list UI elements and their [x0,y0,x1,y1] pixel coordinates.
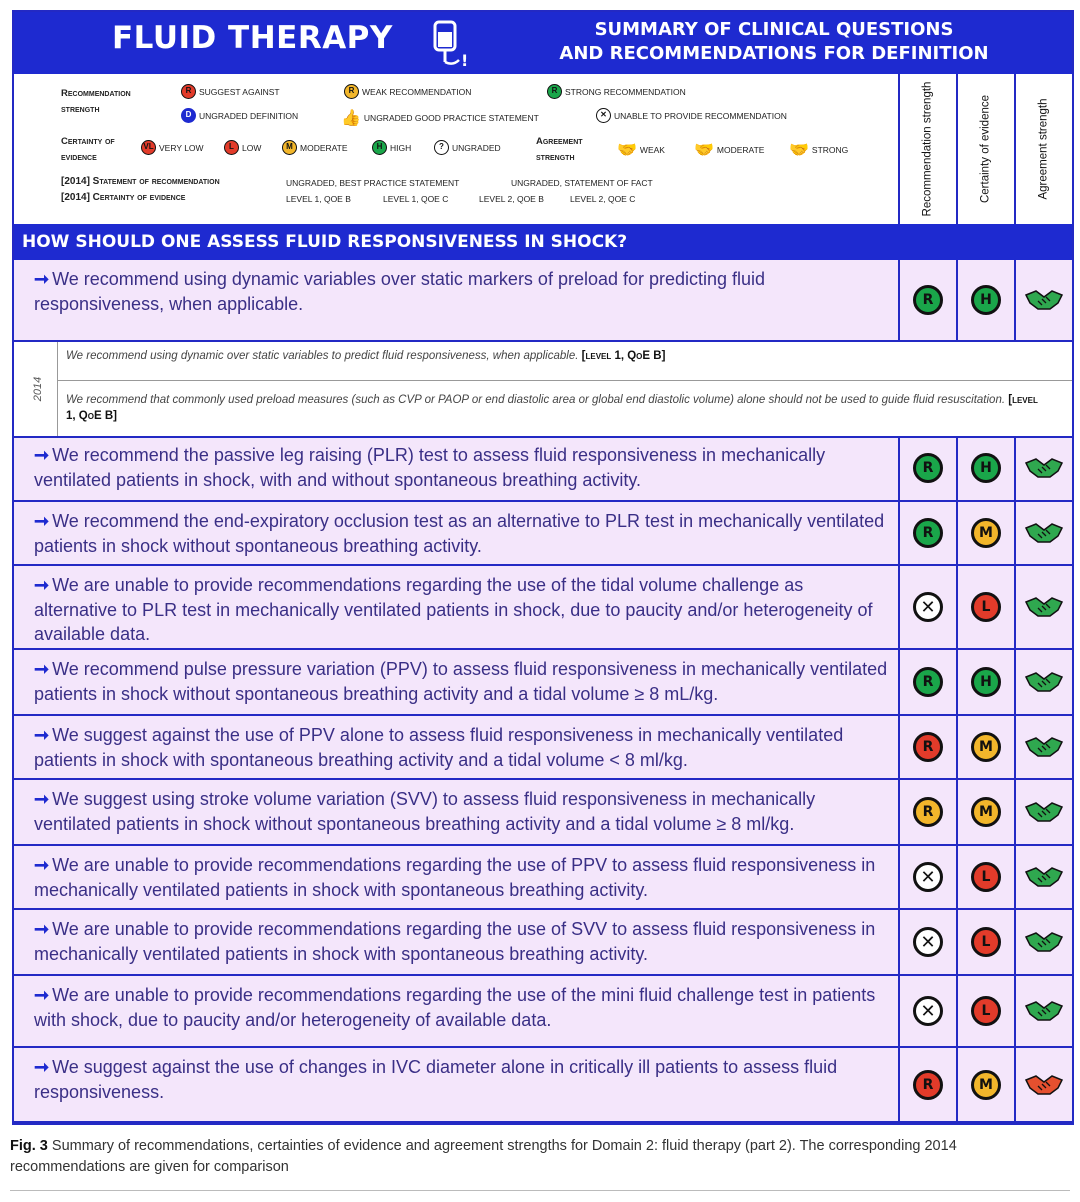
handshake-icon [1024,929,1064,955]
ungraded-icon: ? [434,140,449,155]
divider [57,342,58,436]
legend-low [224,140,261,155]
certainty-badge: M [971,797,1001,827]
legend-level-1c: LEVEL 1, QOE C [383,194,449,204]
recommendation-statement: We recommend pulse pressure variation (PPV) to assess fluid responsiveness in mechanically ventilated patients in shock without spontaneous breathing activity and a tidal volume ≥ 8 mL/kg. [34,659,888,704]
handshake-icon [1024,734,1064,760]
legend-text: LOW [242,142,262,153]
recommendation-text [14,502,898,564]
certainty-badge: H [971,667,1001,697]
legend-rec-strength-label: Recommendation strength [61,88,131,115]
handshake-weak-icon: 🤝 [617,142,637,159]
recommendation-text [14,566,898,648]
legend-level-1b: LEVEL 1, QOE B [286,194,351,204]
old-statement-level: [level 1, QoE B] [66,394,1038,422]
handshake-icon [1024,669,1064,695]
recommendation-text [14,650,898,714]
legend-level-2b: LEVEL 2, QOE B [479,194,544,204]
handshake-icon [1024,455,1064,481]
legend-ag-moderate [694,140,764,160]
old-statement-2 [66,392,1046,424]
legend-text: HIGH [390,142,412,153]
recommendation-statement: We are unable to provide recommendations regarding the use of the mini fluid challenge test in patients with shock, due to paucity and/or heterogeneity of available data. [34,985,876,1030]
arrow-icon: ➞ [34,789,50,809]
certainty-cell [956,780,1014,844]
recommendation-text [14,260,898,340]
agreement-cell [1014,260,1072,340]
certainty-badge: L [971,862,1001,892]
legend-text: WEAK [639,145,665,155]
certainty-badge: L [971,927,1001,957]
agreement-cell [1014,502,1072,564]
recommendation-badge: R [913,285,943,315]
certainty-badge: M [971,732,1001,762]
unable-icon: ✕ [913,592,943,622]
legend-text: SUGGEST AGAINST [199,86,280,97]
agreement-cell [1014,976,1072,1046]
certainty-cell [956,566,1014,648]
year-text: 2014 [32,376,44,402]
certainty-cell [956,976,1014,1046]
certainty-badge: M [971,1070,1001,1100]
old-statement-1 [66,350,1056,362]
handshake-moderate-icon: 🤝 [694,142,714,159]
table-row [14,566,1072,650]
certainty-badge: H [971,453,1001,483]
agreement-cell [1014,566,1072,648]
certainty-cell [956,716,1014,778]
arrow-icon: ➞ [34,511,50,531]
legend-agreement-label: Agreement strength [536,136,583,163]
column-header-agreement [1014,74,1072,224]
table-row [14,436,1072,502]
agreement-cell [1014,846,1072,908]
divider [57,380,1072,381]
legend-text: UNABLE TO PROVIDE RECOMMENDATION [614,110,787,121]
figure-caption [10,1136,1060,1178]
table-row [14,976,1072,1048]
certainty-badge: L [971,592,1001,622]
certainty-cell [956,846,1014,908]
low-icon: L [224,140,239,155]
legend-ag-weak [617,140,665,160]
recommendation-text [14,1048,898,1121]
suggest-against-icon: R [181,84,196,99]
legend-level-2c: LEVEL 2, QOE C [570,194,636,204]
divider [10,1190,1070,1191]
table-row [14,780,1072,846]
recommendation-badge: R [913,667,943,697]
year-label [28,362,48,416]
legend-text: MODERATE [300,142,348,153]
figure-subtitle [534,18,1014,66]
recommendation-strength-cell [898,260,956,340]
weak-rec-icon: R [344,84,359,99]
certainty-cell [956,650,1014,714]
recommendation-text [14,436,898,500]
legend-2014-statement: [2014] Statement of recommendation [61,176,220,187]
handshake-icon [1024,287,1064,313]
table-row [14,1048,1072,1123]
column-header-text: Certainty of evidence [979,94,992,204]
handshake-icon [1024,864,1064,890]
recommendation-statement: We are unable to provide recommendations regarding the use of SVV to assess fluid responsiveness in mechanically ventilated patients in shock with spontaneous breathing activity. [34,919,876,964]
legend-high [372,140,411,155]
legend [14,74,898,226]
column-header-certainty [956,74,1014,224]
agreement-cell [1014,780,1072,844]
arrow-icon: ➞ [34,1057,50,1077]
recommendation-strength-cell [898,1048,956,1121]
table-row [14,650,1072,716]
unable-icon: ✕ [596,108,611,123]
recommendation-badge: R [913,453,943,483]
agreement-cell [1014,650,1072,714]
moderate-icon: M [282,140,297,155]
agreement-cell [1014,1048,1072,1121]
agreement-cell [1014,436,1072,500]
arrow-icon: ➞ [34,985,50,1005]
recommendation-statement: We suggest against the use of changes in IVC diameter alone in critically ill patients to assess fluid responsiveness. [34,1057,838,1102]
recommendation-badge: R [913,518,943,548]
legend-text: UNGRADED [452,142,501,153]
handshake-icon [1024,998,1064,1024]
legend-strong-rec [547,84,686,99]
legend-ungraded [434,140,501,155]
recommendation-statement: We suggest using stroke volume variation (SVV) to assess fluid responsiveness in mechanically ventilated patients in shock without spontaneous breathing activity and a tidal volume ≥ 8 ml/kg. [34,789,816,834]
recommendation-strength-cell [898,502,956,564]
certainty-cell [956,910,1014,974]
unable-icon: ✕ [913,996,943,1026]
legend-certainty-label: Certainty of evidence [61,136,115,163]
recommendation-text [14,976,898,1046]
unable-icon: ✕ [913,927,943,957]
recommendation-text [14,716,898,778]
handshake-icon [1024,520,1064,546]
caption-label: Fig. 3 [10,1138,48,1154]
recommendation-text [14,910,898,974]
recommendation-statement: We suggest against the use of PPV alone to assess fluid responsiveness in mechanically ventilated patients in shock with spontaneous breathing activity and a tidal volume < 8 ml/kg. [34,725,844,770]
unable-icon: ✕ [913,862,943,892]
certainty-cell [956,502,1014,564]
strong-rec-icon: R [547,84,562,99]
arrow-icon: ➞ [34,855,50,875]
table-row [14,846,1072,910]
column-header-text: Agreement strength [1037,98,1050,200]
recommendation-badge: R [913,797,943,827]
recommendation-strength-cell [898,650,956,714]
legend-text: WEAK RECOMMENDATION [362,86,472,97]
legend-unable [596,108,787,123]
arrow-icon: ➞ [34,659,50,679]
handshake-icon [1024,594,1064,620]
figure-title: FLUID THERAPY [112,20,393,56]
svg-text:!: ! [461,51,469,68]
legend-2014-certainty: [2014] Certainty of evidence [61,192,186,203]
certainty-cell [956,260,1014,340]
arrow-icon: ➞ [34,919,50,939]
recommendation-strength-cell [898,910,956,974]
ungraded-def-icon: D [181,108,196,123]
recommendation-strength-cell [898,716,956,778]
handshake-strong-icon: 🤝 [789,142,809,159]
section-heading: HOW SHOULD ONE ASSESS FLUID RESPONSIVENESS IN SHOCK? [14,224,1072,260]
legend-text: STRONG RECOMMENDATION [565,86,686,97]
recommendation-badge: R [913,732,943,762]
legend-text: VERY LOW [159,142,204,153]
column-header-text: Recommendation strength [921,81,934,217]
certainty-cell [956,1048,1014,1121]
figure-frame [12,10,1074,1125]
recommendation-strength-cell [898,566,956,648]
recommendation-statement: We recommend the end-expiratory occlusion test as an alternative to PLR test in mechanically ventilated patients in shock without spontaneous breathing activity. [34,511,885,556]
arrow-icon: ➞ [34,575,50,595]
recommendation-strength-cell [898,846,956,908]
handshake-icon [1024,799,1064,825]
legend-ungraded-bps: UNGRADED, BEST PRACTICE STATEMENT [286,178,460,188]
arrow-icon: ➞ [34,725,50,745]
legend-moderate [282,140,348,155]
certainty-badge: L [971,996,1001,1026]
table-row [14,502,1072,566]
header-banner [14,12,1072,74]
certainty-badge: H [971,285,1001,315]
old-statement-text: We recommend using dynamic over static variables to predict fluid responsiveness, when applicable. [66,350,579,362]
handshake-icon [1024,1072,1064,1098]
certainty-cell [956,436,1014,500]
thumbs-up-icon: 👍 [341,110,361,127]
very-low-icon: VL [141,140,156,155]
legend-ungraded-def [181,108,298,123]
legend-weak-rec [344,84,471,99]
old-statement-text: We recommend that commonly used preload measures (such as CVP or PAOP or end diastolic area or global end diastolic volume) alone should not be used to guide fluid resuscitation. [66,394,1006,406]
table-row [14,260,1072,342]
legend-ungraded-gps [341,108,539,128]
certainty-badge: M [971,518,1001,548]
recommendation-badge: R [913,1070,943,1100]
recommendation-statement: We are unable to provide recommendations regarding the use of PPV to assess fluid responsiveness in mechanically ventilated patients in shock with spontaneous breathing activity. [34,855,876,900]
column-header-recommendation [898,74,956,224]
table-row [14,716,1072,780]
legend-text: MODERATE [716,145,765,155]
recommendation-strength-cell [898,976,956,1046]
recommendation-statement: We recommend using dynamic variables over static markers of preload for predicting fluid responsiveness, when applicable. [34,269,766,314]
high-icon: H [372,140,387,155]
agreement-cell [1014,910,1072,974]
legend-ungraded-sof: UNGRADED, STATEMENT OF FACT [511,178,653,188]
legend-text: STRONG [811,145,849,155]
old-statement-level: [level 1, QoE B] [581,350,666,362]
legend-very-low [141,140,204,155]
recommendation-text [14,780,898,844]
recommendation-text [14,846,898,908]
legend-text: UNGRADED DEFINITION [199,110,299,121]
legend-suggest-against [181,84,280,99]
recommendations-2014 [14,342,1072,438]
arrow-icon: ➞ [34,269,50,289]
subtitle-line-1: SUMMARY OF CLINICAL QUESTIONS [594,19,954,40]
table-row [14,910,1072,976]
recommendation-strength-cell [898,436,956,500]
agreement-cell [1014,716,1072,778]
recommendation-strength-cell [898,780,956,844]
caption-text: Summary of recommendations, certainties of evidence and agreement strengths for Domain 2: fluid therapy (part 2). The corresponding 2014 recommendations are given for comparison [10,1138,957,1175]
legend-text: UNGRADED GOOD PRACTICE STATEMENT [363,113,539,123]
arrow-icon: ➞ [34,445,50,465]
iv-bag-icon [429,16,473,68]
legend-ag-strong [789,140,848,160]
recommendation-statement: We recommend the passive leg raising (PLR) test to assess fluid responsiveness in mechanically ventilated patients in shock, with and without spontaneous breathing activity. [34,445,826,490]
recommendation-statement: We are unable to provide recommendations regarding the use of the tidal volume challenge as alternative to PLR test in mechanically ventilated patients in shock, due to paucity and/or heterogeneity of available data. [34,575,873,644]
subtitle-line-2: AND RECOMMENDATIONS FOR DEFINITION [559,43,989,64]
